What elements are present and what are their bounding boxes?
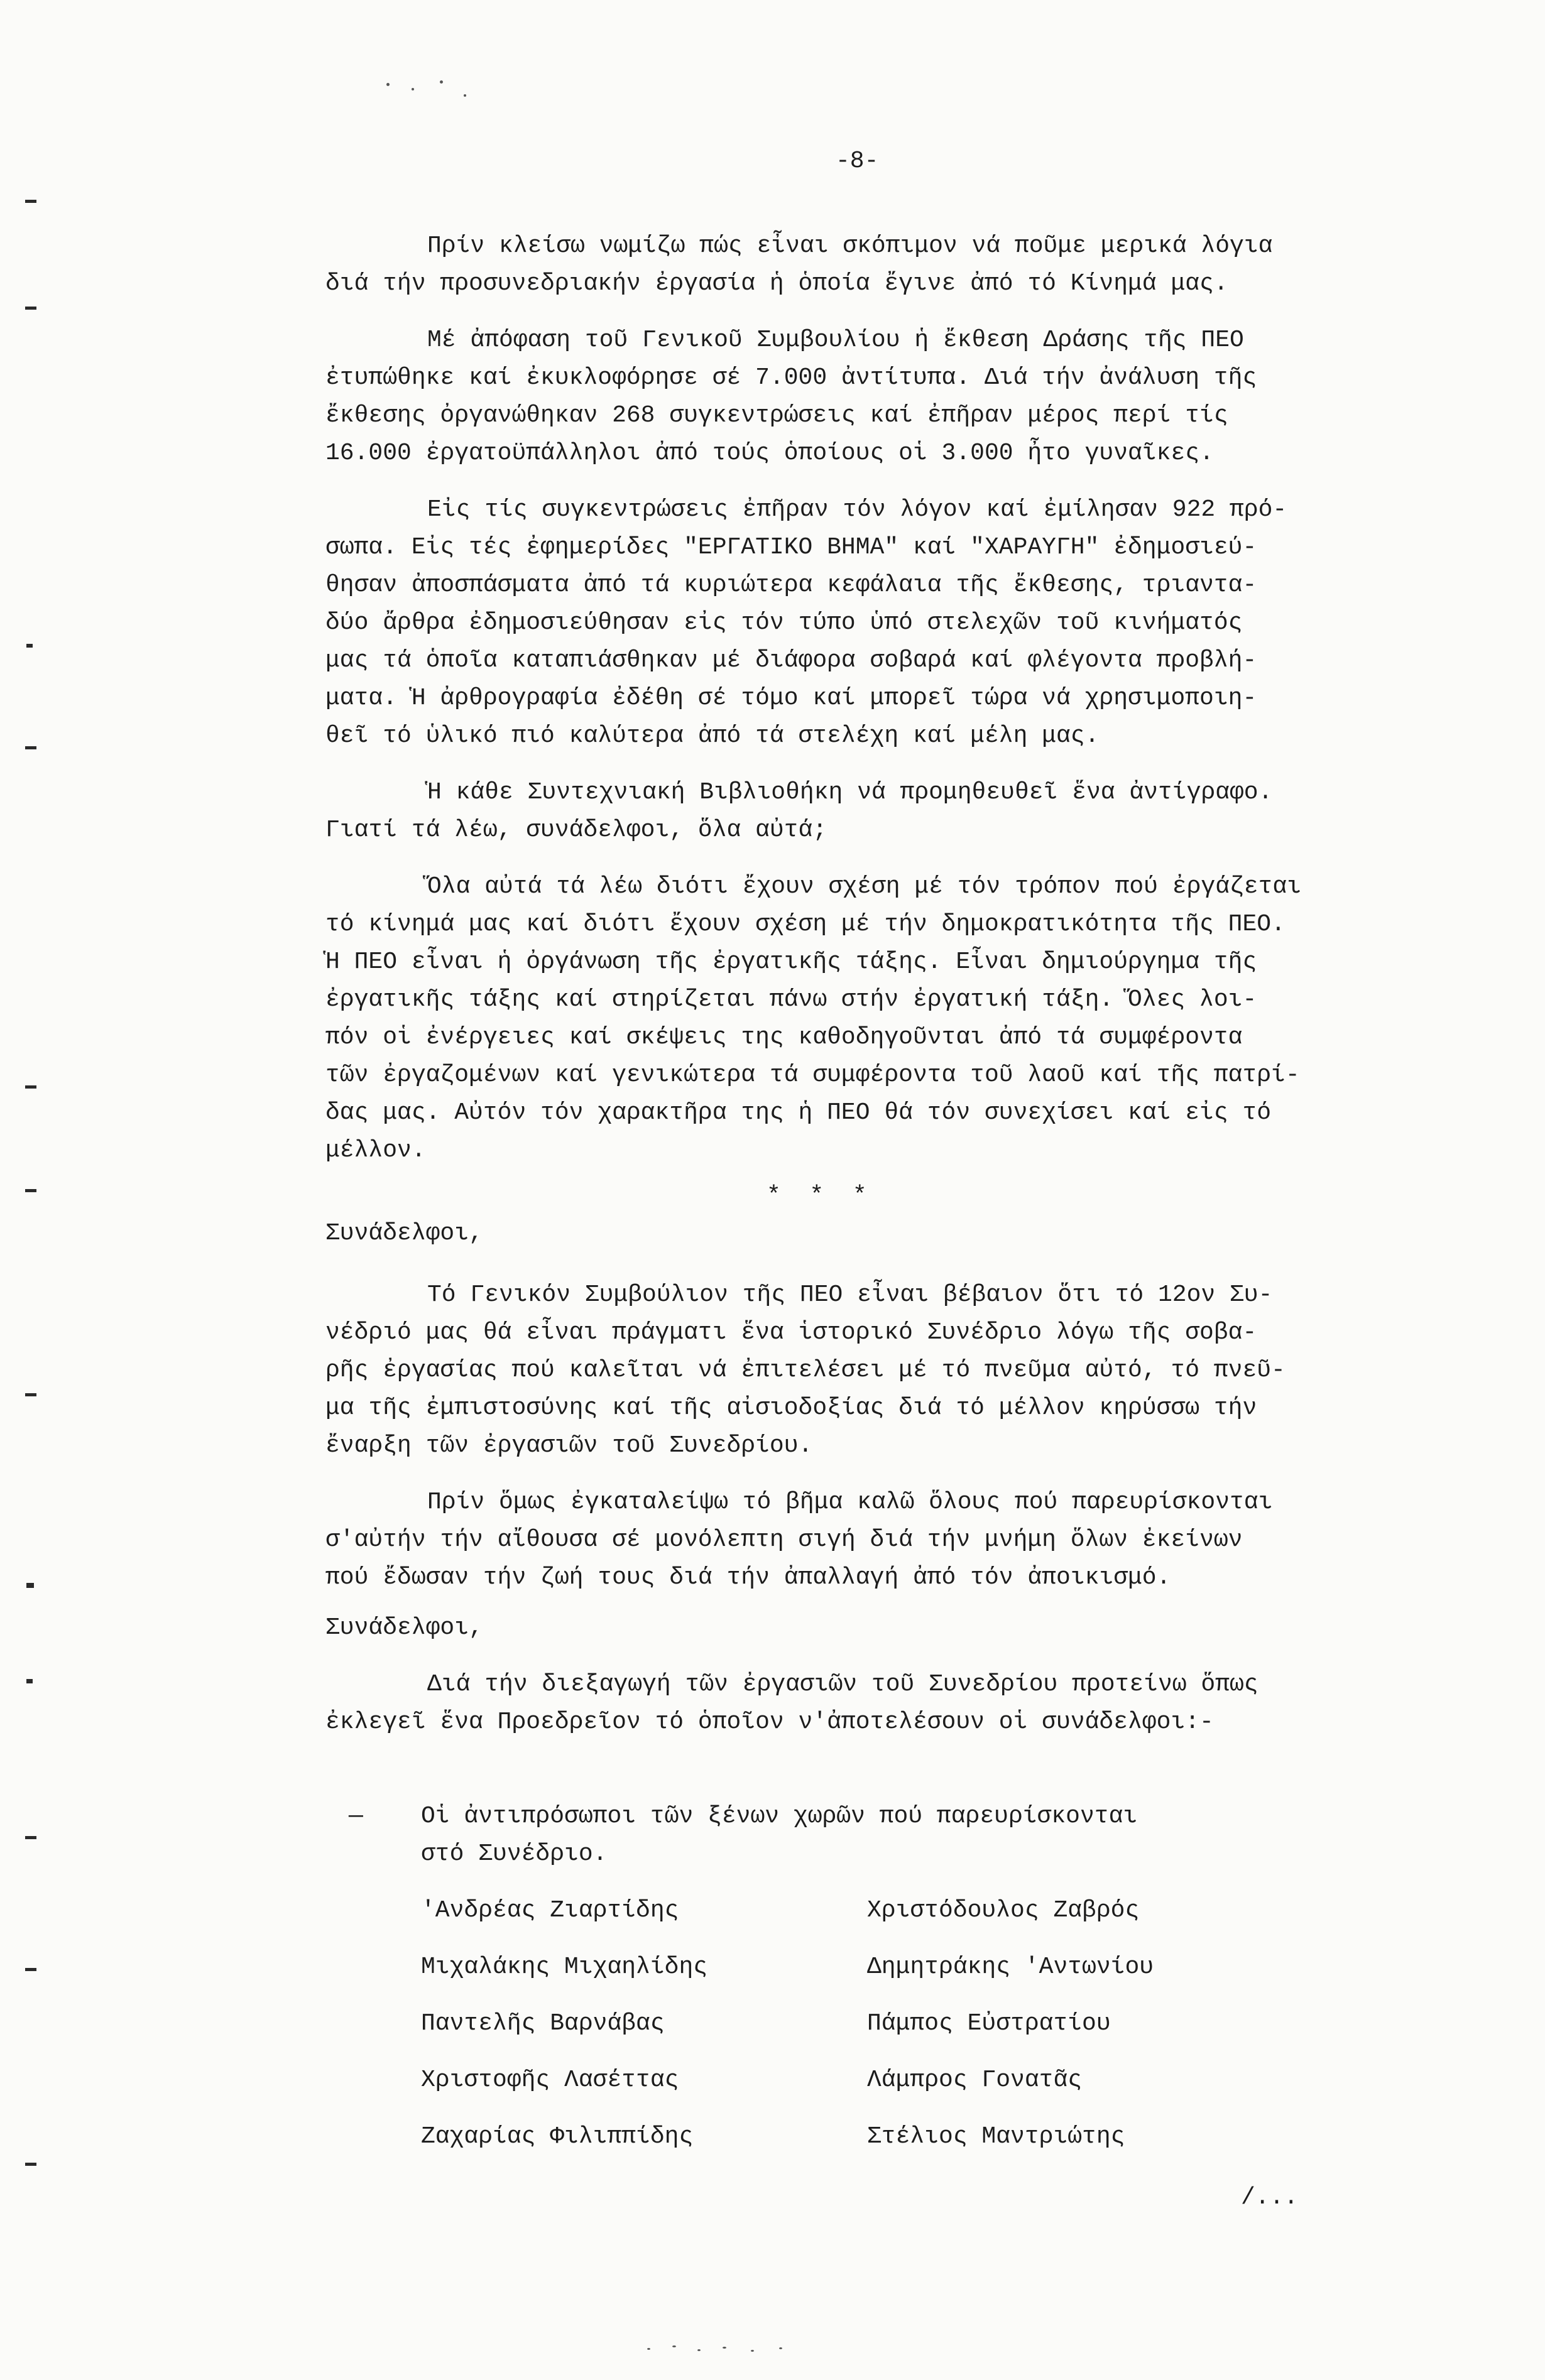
text-line: πόν οἱ ἐνέργειες καί σκέψεις της καθοδηγοῦνται ἀπό τά συμφέροντα bbox=[325, 1024, 1243, 1051]
text-line: μας τά ὁποῖα καταπιάσθηκαν μέ διάφορα σοβαρά καί φλέγοντα προβλή- bbox=[325, 647, 1257, 674]
margin-mark bbox=[25, 307, 36, 310]
text-line: ματα. Ἡ ἀρθρογραφία ἐδέθη σέ τόμο καί μπορεῖ τώρα νά χρησιμοποιη- bbox=[325, 685, 1257, 712]
name-right: Χριστόδουλος Ζαβρός bbox=[867, 1897, 1140, 1924]
scan-speck bbox=[647, 2348, 650, 2350]
scan-speck bbox=[386, 83, 390, 86]
scan-speck bbox=[697, 2349, 701, 2351]
margin-mark bbox=[26, 1679, 33, 1683]
text-line: Διά τήν διεξαγωγή τῶν ἐργασιῶν τοῦ Συνεδρίου προτείνω ὅπως bbox=[427, 1671, 1258, 1698]
name-left: Ζαχαρίας Φιλιππίδης bbox=[421, 2123, 694, 2150]
text-line: τό κίνημά μας καί διότι ἔχουν σχέση μέ τήν δημοκρατικότητα τῆς ΠΕΟ. bbox=[325, 911, 1286, 938]
text-line: δύο ἄρθρα ἐδημοσιεύθησαν εἰς τόν τύπο ὑπό στελεχῶν τοῦ κινήματός bbox=[325, 609, 1243, 636]
text-line: σ'αὐτήν τήν αἴθουσα σέ μονόλεπτη σιγή διά τήν μνήμη ὅλων ἐκείνων bbox=[325, 1526, 1243, 1553]
text-line: μέλλον. bbox=[325, 1137, 426, 1164]
text-line: ἐργατικῆς τάξης καί στηρίζεται πάνω στήν ἐργατική τάξη. Ὅλες λοι- bbox=[325, 986, 1257, 1013]
text-line: νέδριό μας θά εἶναι πράγματι ἕνα ἱστορικό Συνέδριο λόγω τῆς σοβα- bbox=[325, 1319, 1257, 1346]
text-line: Τό Γενικόν Συμβούλιον τῆς ΠΕΟ εἶναι βέβαιον ὅτι τό 12ον Συ- bbox=[427, 1281, 1273, 1308]
margin-mark bbox=[25, 1189, 36, 1192]
margin-mark bbox=[25, 746, 36, 749]
text-line: Ἡ κάθε Συντεχνιακή Βιβλιοθήκη νά προμηθευθεῖ ἕνα ἀντίγραφο. bbox=[427, 779, 1273, 806]
text-line: ρῆς ἐργασίας πού καλεῖται νά ἐπιτελέσει μέ τό πνεῦμα αὐτό, τό πνεῦ- bbox=[325, 1357, 1286, 1384]
page-number: -8- bbox=[836, 148, 879, 175]
name-right: Λάμπρος Γονατᾶς bbox=[867, 2067, 1083, 2094]
name-left: Παντελῆς Βαρνάβας bbox=[421, 2010, 665, 2037]
margin-mark bbox=[25, 1085, 36, 1089]
name-right: Δημητράκης 'Αντωνίου bbox=[867, 1953, 1154, 1981]
scan-speck bbox=[672, 2345, 676, 2347]
margin-mark bbox=[25, 1968, 36, 1971]
margin-mark bbox=[25, 2163, 36, 2166]
scan-speck bbox=[723, 2347, 726, 2349]
name-left: Χριστοφῆς Λασέττας bbox=[421, 2067, 679, 2094]
scan-speck bbox=[412, 88, 414, 90]
text-line: Μέ ἀπόφαση τοῦ Γενικοῦ Συμβουλίου ἡ ἔκθεση Δράσης τῆς ΠΕΟ bbox=[427, 327, 1244, 354]
name-right: Πάμπος Εὐστρατίου bbox=[867, 2010, 1111, 2037]
text-line: Εἰς τίς συγκεντρώσεις ἐπῆραν τόν λόγον καί ἐμίλησαν 922 πρό- bbox=[427, 496, 1287, 523]
name-left: Μιχαλάκης Μιχαηλίδης bbox=[421, 1953, 708, 1981]
text-line: Πρίν ὅμως ἐγκαταλείψω τό βῆμα καλῶ ὅλους πού παρευρίσκονται bbox=[427, 1489, 1273, 1516]
text-line: δας μας. Αὐτόν τόν χαρακτῆρα της ἡ ΠΕΟ θά τόν συνεχίσει καί εἰς τό bbox=[325, 1099, 1272, 1126]
salutation: Συνάδελφοι, bbox=[325, 1220, 483, 1247]
scan-speck bbox=[440, 80, 443, 84]
text-line: θεῖ τό ὑλικό πιό καλύτερα ἀπό τά στελέχη καί μέλη μας. bbox=[325, 722, 1100, 749]
text-line: ἔναρξη τῶν ἐργασιῶν τοῦ Συνεδρίου. bbox=[325, 1432, 813, 1459]
scan-speck bbox=[779, 2347, 782, 2349]
text-line: ἔκθεσης ὀργανώθηκαν 268 συγκεντρώσεις καί ἐπῆραν μέρος περί τίς bbox=[325, 402, 1228, 429]
text-line: διά τήν προσυνεδριακήν ἐργασία ἡ ὁποία ἔγινε ἀπό τό Κίνημά μας. bbox=[325, 270, 1228, 297]
text-line: στό Συνέδριο. bbox=[421, 1840, 608, 1867]
text-line: σωπα. Εἰς τές ἐφημερίδες "ΕΡΓΑΤΙΚΟ ΒΗΜΑ" καί "ΧΑΡΑΥΓΗ" ἐδημοσιεύ- bbox=[325, 534, 1257, 561]
text-line: μα τῆς ἐμπιστοσύνης καί τῆς αἰσιοδοξίας διά τό μέλλον κηρύσσω τήν bbox=[325, 1394, 1257, 1421]
text-line: θησαν ἀποσπάσματα ἀπό τά κυριώτερα κεφάλαια τῆς ἔκθεσης, τριαντα- bbox=[325, 572, 1257, 599]
text-line: τῶν ἐργαζομένων καί γενικώτερα τά συμφέροντα τοῦ λαοῦ καί τῆς πατρί- bbox=[325, 1062, 1300, 1089]
name-left: 'Ανδρέας Ζιαρτίδης bbox=[421, 1897, 679, 1924]
scan-speck bbox=[464, 94, 466, 97]
section-separator: * * * bbox=[767, 1182, 867, 1209]
text-line: πού ἔδωσαν τήν ζωή τους διά τήν ἀπαλλαγή ἀπό τόν ἀποικισμό. bbox=[325, 1564, 1171, 1591]
text-line: 16.000 ἐργατοϋπάλληλοι ἀπό τούς ὁποίους οἱ 3.000 ἦτο γυναῖκες. bbox=[325, 440, 1214, 467]
text-line: ἐτυπώθηκε καί ἐκυκλοφόρησε σέ 7.000 ἀντίτυπα. Διά τήν ἀνάλυση τῆς bbox=[325, 364, 1257, 391]
text-line: Ἡ ΠΕΟ εἶναι ἡ ὀργάνωση τῆς ἐργατικῆς τάξης. Εἶναι δημιούργημα τῆς bbox=[325, 948, 1257, 975]
margin-mark bbox=[26, 644, 33, 648]
margin-mark bbox=[25, 1836, 36, 1839]
text-line: ἐκλεγεῖ ἕνα Προεδρεῖον τό ὁποῖον ν'ἀποτελέσουν οἱ συνάδελφοι:- bbox=[325, 1709, 1214, 1736]
margin-mark bbox=[25, 200, 36, 203]
margin-mark bbox=[25, 1393, 36, 1396]
margin-mark bbox=[26, 1583, 34, 1588]
continuation-marker: /... bbox=[1241, 2184, 1299, 2211]
salutation: Συνάδελφοι, bbox=[325, 1614, 483, 1641]
list-dash: — bbox=[349, 1803, 363, 1830]
text-line: Οἱ ἀντιπρόσωποι τῶν ξένων χωρῶν πού παρευρίσκονται bbox=[421, 1803, 1138, 1830]
text-line: Πρίν κλείσω νωμίζω πώς εἶναι σκόπιμον νά ποῦμε μερικά λόγια bbox=[427, 232, 1273, 259]
text-line: Γιατί τά λέω, συνάδελφοι, ὅλα αὐτά; bbox=[325, 817, 827, 844]
name-right: Στέλιος Μαντριώτης bbox=[867, 2123, 1125, 2150]
scan-speck bbox=[751, 2350, 754, 2352]
text-line: Ὅλα αὐτά τά λέω διότι ἔχουν σχέση μέ τόν τρόπον πού ἐργάζεται bbox=[427, 873, 1302, 900]
